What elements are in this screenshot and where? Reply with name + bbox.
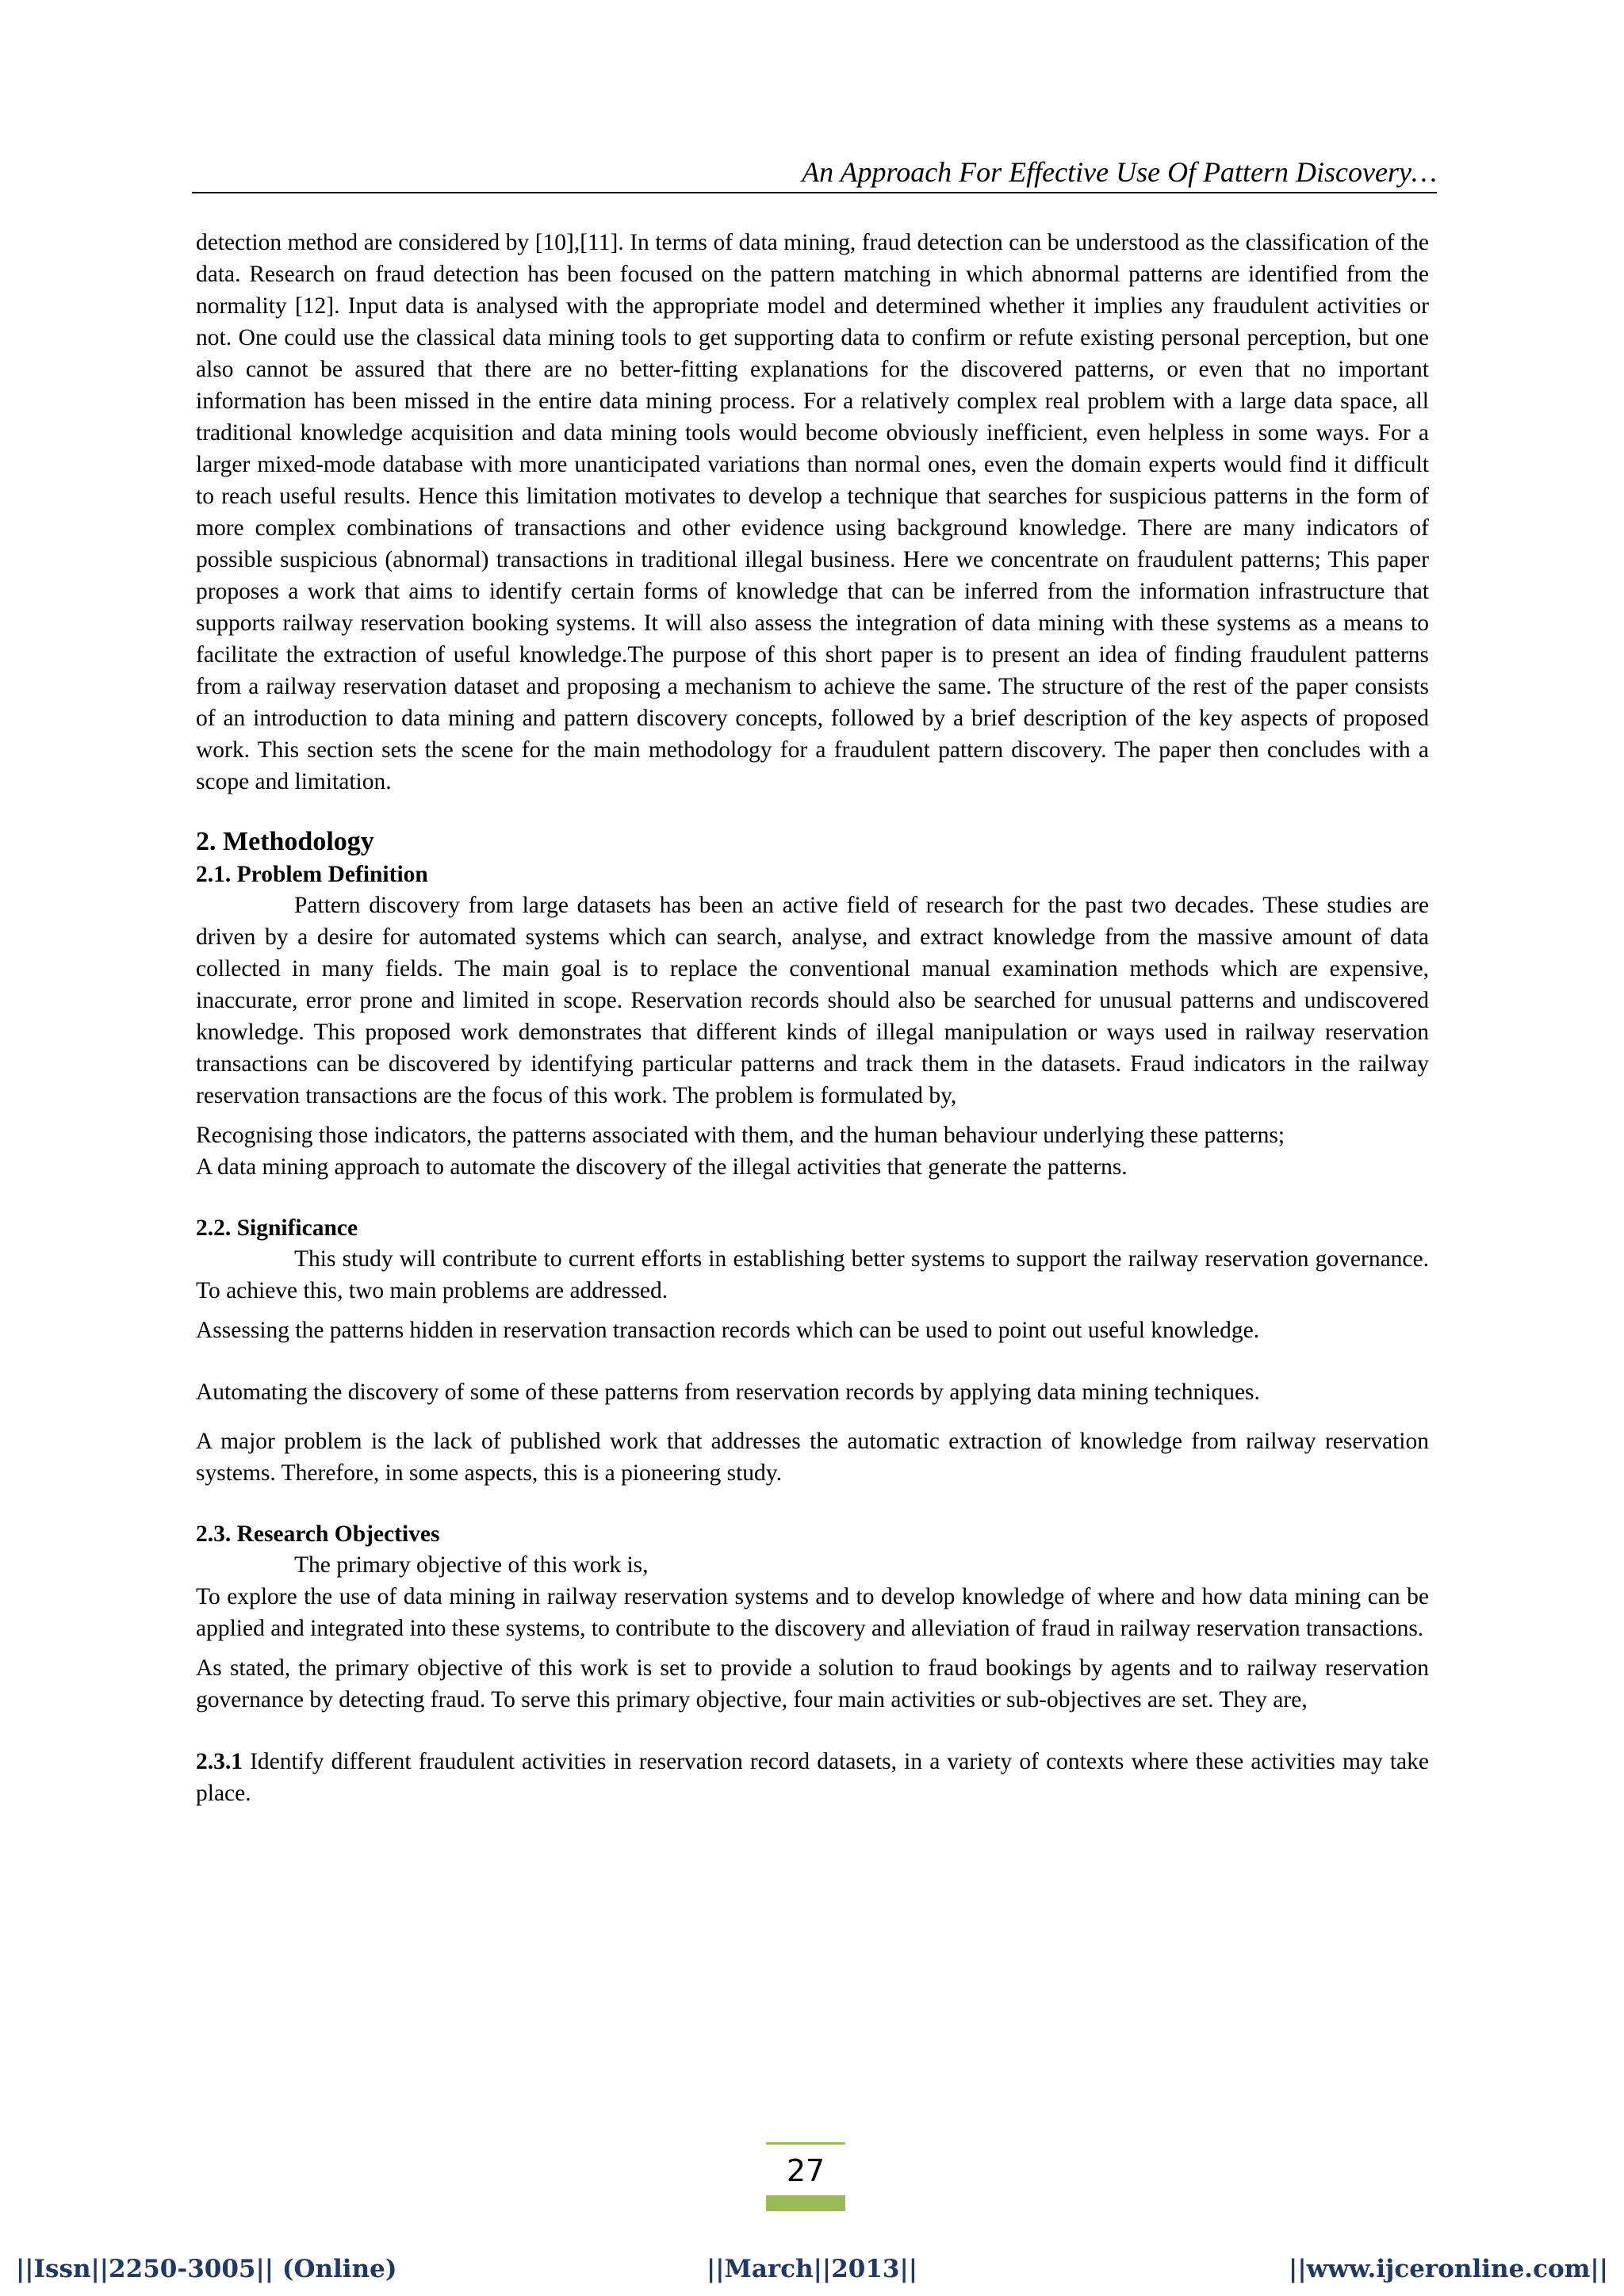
page-number-top-rule	[766, 2142, 845, 2145]
sub-objective-number: 2.3.1	[196, 1749, 243, 1774]
footer-issn: ||Issn||2250-3005|| (Online)	[16, 2255, 397, 2283]
page-number-block	[766, 2142, 845, 2211]
section-title-methodology: 2. Methodology	[196, 827, 374, 856]
footer-website: ||www.ijceronline.com||	[1289, 2255, 1608, 2283]
subsection-title-problem-definition: 2.1. Problem Definition	[196, 862, 428, 887]
problem-definition-paragraph: Pattern discovery from large datasets has been an active field of research for the past two decades. These studies are driven by a desire for automated systems which can search, analyse, and extract knowledge from the massive amount of data collected in many fields. The main goal is to replace the conventional manual examination methods which are expensive, inaccurate, error prone and limited in scope. Reservation records should also be searched for unusual patterns and undiscovered knowledge. This proposed work demonstrates that different kinds of illegal manipulation or ways used in railway reservation transactions can be discovered by identifying particular patterns and track them in the datasets. Fraud indicators in the railway reservation transactions are the focus of this work. The problem is formulated by,	[196, 893, 1429, 1108]
sub-objective-2-3-1	[196, 1746, 1429, 1809]
page-number: 27	[786, 2153, 825, 2188]
subsection-title-significance: 2.2. Significance	[196, 1215, 358, 1241]
significance-item-2: Automating the discovery of some of these patterns from reservation records by applying data mining techniques.	[196, 1380, 1260, 1405]
sub-objective-text: Identify different fraudulent activities in reservation record datasets, in a variety of contexts where these activities may take place.	[196, 1749, 1429, 1806]
significance-item-1: Assessing the patterns hidden in reservation transaction records which can be used to point out useful knowledge.	[196, 1318, 1260, 1343]
objectives-lead: The primary objective of this work is,	[294, 1552, 649, 1578]
footer-date: ||March||2013||	[706, 2255, 918, 2283]
body-content	[196, 227, 1429, 1809]
page-number-bar	[766, 2195, 845, 2211]
header-rule	[192, 192, 1437, 193]
objectives-stated-paragraph: As stated, the primary objective of this work is set to provide a solution to fraud bookings by agents and to railway reservation governance by detecting fraud. To serve this primary objective, four main activities or sub-objectives are set. They are,	[196, 1655, 1429, 1712]
problem-item-2: A data mining approach to automate the discovery of the illegal activities that generate the patterns.	[196, 1154, 1128, 1180]
subsection-title-research-objectives: 2.3. Research Objectives	[196, 1521, 440, 1547]
objectives-paragraph: To explore the use of data mining in railway reservation systems and to develop knowledge of where and how data mining can be applied and integrated into these systems, to contribute to the discovery and alleviation of fraud in railway reservation transactions.	[196, 1584, 1429, 1641]
significance-closing-paragraph: A major problem is the lack of published work that addresses the automatic extraction of knowledge from railway reservation systems. Therefore, in some aspects, this is a pioneering study.	[196, 1429, 1429, 1486]
significance-paragraph: This study will contribute to current efforts in establishing better systems to support the railway reservation governance. To achieve this, two main problems are addressed.	[196, 1246, 1429, 1303]
running-header: An Approach For Effective Use Of Pattern Discovery…	[802, 156, 1437, 188]
problem-item-1: Recognising those indicators, the patterns associated with them, and the human behaviour underlying these patterns;	[196, 1123, 1285, 1148]
intro-paragraph: detection method are considered by [10],[11]. In terms of data mining, fraud detection can be understood as the classification of the data. Research on fraud detection has been focused on the pattern matching in which abnormal patterns are identified from the normality [12]. Input data is analysed with the appropriate model and determined whether it implies any fraudulent activities or not. One could use the classical data mining tools to get supporting data to confirm or refute existing personal perception, but one also cannot be assured that there are no better-fitting explanations for the discovered patterns, or even that no important information has been missed in the entire data mining process. For a relatively complex real problem with a large data space, all traditional knowledge acquisition and data mining tools would become obviously inefficient, even helpless in some ways. For a larger mixed-mode database with more unanticipated variations than normal ones, even the domain experts would find it difficult to reach useful results. Hence this limitation motivates to develop a technique that searches for suspicious patterns in the form of more complex combinations of transactions and other evidence using background knowledge. There are many indicators of possible suspicious (abnormal) transactions in traditional illegal business. Here we concentrate on fraudulent patterns; This paper proposes a work that aims to identify certain forms of knowledge that can be inferred from the information infrastructure that supports railway reservation booking systems. It will also assess the integration of data mining with these systems as a means to facilitate the extraction of useful knowledge.The purpose of this short paper is to present an idea of finding fraudulent patterns from a railway reservation dataset and proposing a mechanism to achieve the same. The structure of the rest of the paper consists of an introduction to data mining and pattern discovery concepts, followed by a brief description of the key aspects of proposed work. This section sets the scene for the main methodology for a fraudulent pattern discovery. The paper then concludes with a scope and limitation.	[196, 230, 1429, 794]
footer	[0, 2253, 1624, 2288]
